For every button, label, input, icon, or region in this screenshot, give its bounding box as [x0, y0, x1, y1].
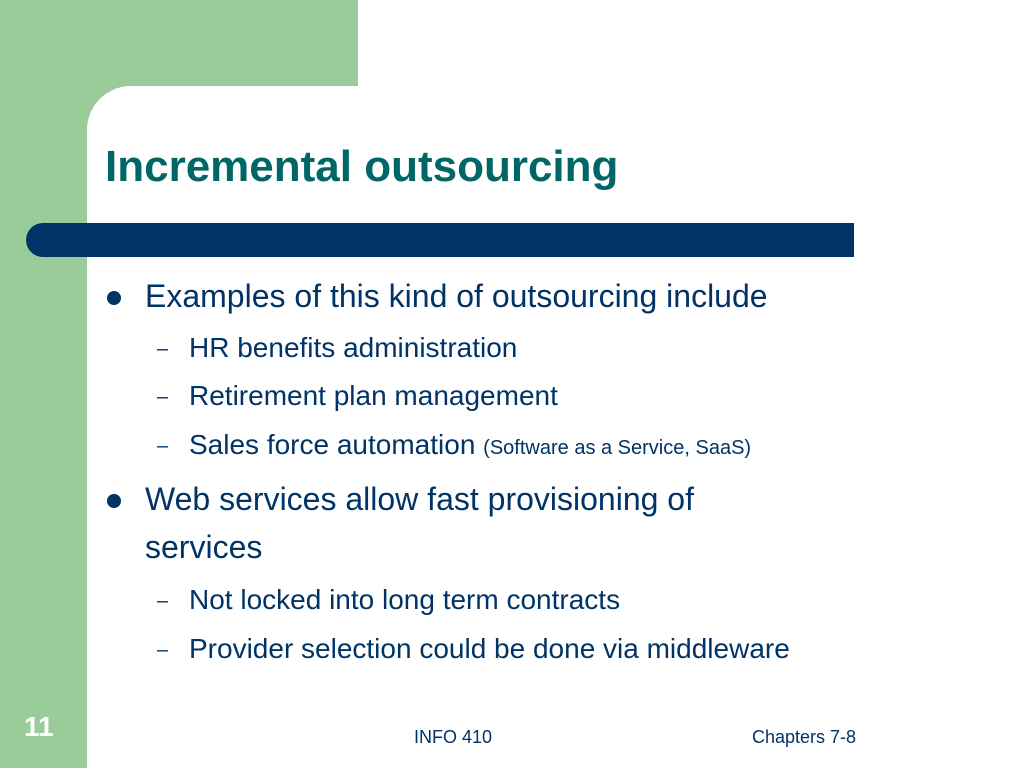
dash-icon: – — [157, 639, 169, 661]
bullet-text-continued: services — [145, 529, 263, 565]
bullet-dot-icon — [107, 291, 121, 305]
sub-bullet-text: Not locked into long term contracts — [189, 584, 621, 615]
sub-bullet-main-text: Sales force automation — [189, 429, 476, 460]
footer-course: INFO 410 — [414, 727, 493, 747]
footer-chapters: Chapters 7-8 — [752, 727, 857, 747]
sub-bullet-text: HR benefits administration — [189, 332, 518, 363]
dash-icon: – — [157, 590, 169, 612]
slide-title: Incremental outsourcing — [105, 142, 619, 191]
dash-icon: – — [157, 435, 169, 457]
dash-icon: – — [157, 386, 169, 408]
slide-number: 11 — [24, 711, 54, 742]
sub-bullet-note: (Software as a Service, SaaS) — [483, 437, 752, 459]
bullet-dot-icon — [107, 494, 121, 508]
bullet-text: Web services allow fast provisioning of — [145, 481, 694, 517]
sub-bullet-text — [189, 428, 751, 465]
dash-icon: – — [157, 338, 169, 360]
bullet-text: Examples of this kind of outsourcing include — [145, 278, 768, 314]
sub-bullet-text: Retirement plan management — [189, 380, 558, 411]
sub-bullet-text: Provider selection could be done via middleware — [189, 633, 790, 664]
